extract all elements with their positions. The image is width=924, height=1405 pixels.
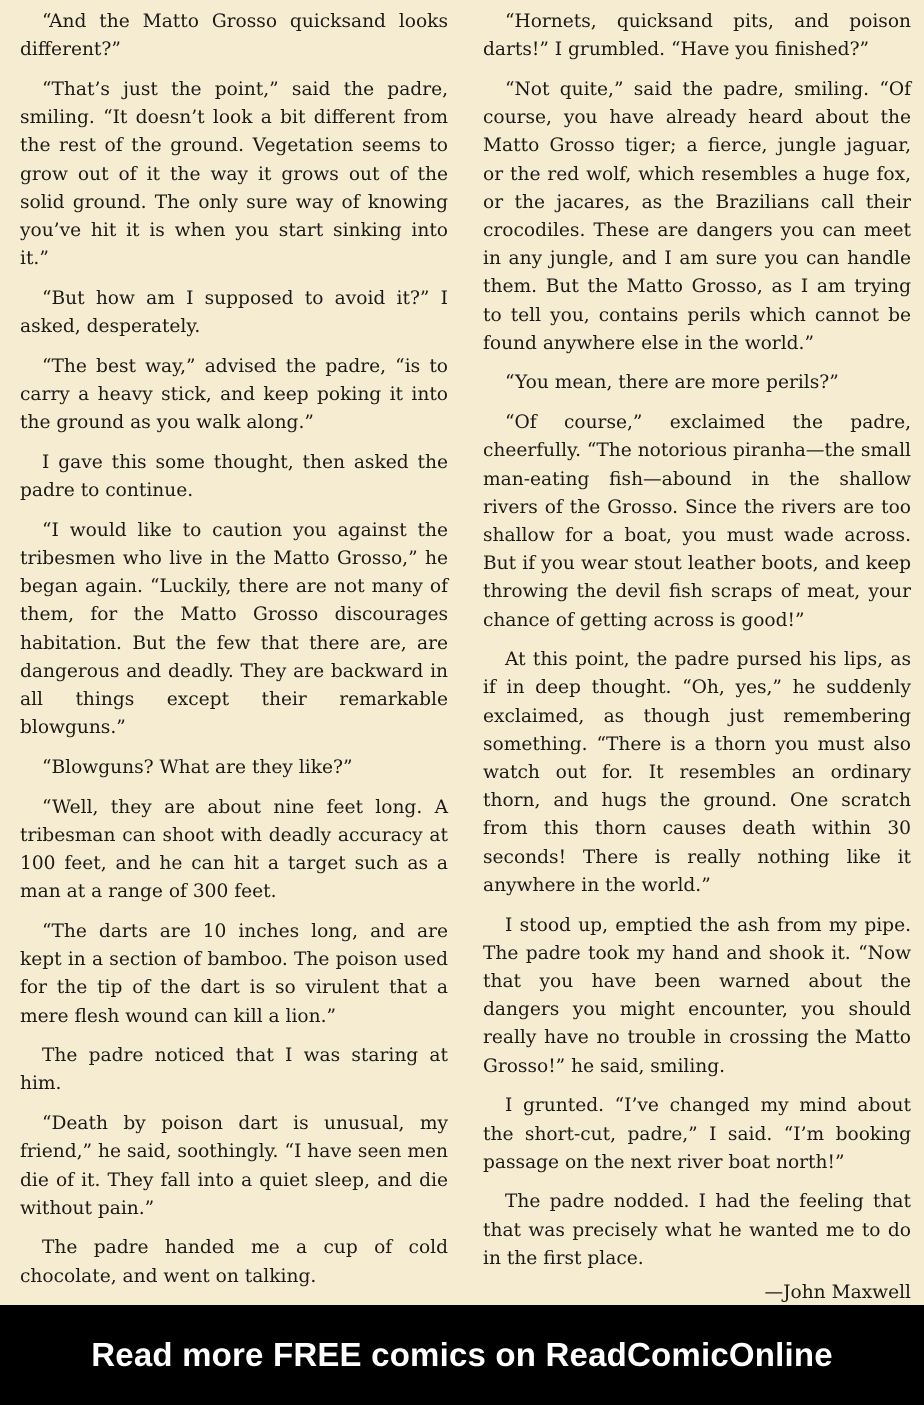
promo-banner[interactable]	[0, 1305, 924, 1405]
paragraph: The padre noticed that I was staring at him.	[20, 1045, 448, 1095]
paragraph: “Well, they are about nine feet long. A tribesman can shoot with deadly accuracy at 100 feet, and he can hit a target such as a man at a range of 300 feet.	[20, 796, 448, 903]
paragraph: “Death by poison dart is unusual, my friend,” he said, soothingly. “I have seen men die of it. They fall into a quiet sleep, and die without pain.”	[20, 1113, 448, 1219]
right-text-column	[483, 8, 911, 1305]
paragraph: “Blowguns? What are they like?”	[42, 756, 353, 778]
paragraph: The padre handed me a cup of cold chocolate, and went on talking.	[20, 1237, 448, 1287]
paragraph: The padre nodded. I had the feeling that that was precisely what he wanted me to do in the first place.	[483, 1191, 911, 1269]
paragraph: I gave this some thought, then asked the padre to continue.	[20, 451, 448, 502]
author-signature: —John Maxwell	[764, 1281, 911, 1303]
paragraph: “And the Matto Grosso quicksand looks different?”	[20, 11, 448, 61]
paragraph: “I would like to caution you against the tribesmen who live in the Matto Grosso,” he began again. “Luckily, there are not many of them, for the Matto Grosso discourages habitation. But the few that there are, are dangerous and deadly. They are backward in all things except their remarkable blowguns.”	[20, 519, 448, 739]
paragraph: “You mean, there are more perils?”	[505, 372, 839, 394]
promo-banner-text[interactable]: Read more FREE comics on ReadComicOnline	[91, 1336, 833, 1373]
paragraph: “Of course,” exclaimed the padre, cheerfully. “The notorious piranha—the small man-eating fish—abound in the shallow rivers of the Grosso. Since the rivers are too shallow for a boat, you must wade across. But if you wear stout leather boots, and keep throwing the devil fish scraps of meat, your chance of getting across is good!”	[483, 412, 911, 631]
paragraph: “Hornets, quicksand pits, and poison darts!” I grumbled. “Have you finished?”	[483, 11, 911, 61]
paragraph: “Not quite,” said the padre, smiling. “Of course, you have already heard about the Matto Grosso tiger; a fierce, jungle jaguar, or the red wolf, which resembles a huge fox, or the jacares, as the Brazilians call their crocodiles. These are dangers you can meet in any jungle, and I am sure you can handle them. But the Matto Grosso, as I am trying to tell you, contains perils which cannot be found anywhere else in the world.”	[483, 78, 911, 354]
paragraph: “But how am I supposed to avoid it?” I asked, desperately.	[20, 287, 448, 338]
paragraph: “The best way,” advised the padre, “is to carry a heavy stick, and keep poking it into the ground as you walk along.”	[20, 355, 448, 434]
paragraph: At this point, the padre pursed his lips, as if in deep thought. “Oh, yes,” he suddenly exclaimed, as though just remembering something. “There is a thorn you must also watch out for. It resembles an ordinary thorn, and hugs the ground. One scratch from this thorn causes death within 30 seconds! There is really nothing like it anywhere in the world.”	[483, 649, 911, 896]
paragraph: “The darts are 10 inches long, and are kept in a section of bamboo. The poison used for the tip of the dart is so virulent that a mere flesh wound can kill a lion.”	[20, 920, 448, 1027]
paragraph: I stood up, emptied the ash from my pipe. The padre took my hand and shook it. “Now that you have been warned about the dangers you might encounter, you should really have no trouble in crossing the Matto Grosso!” he said, smiling.	[483, 914, 911, 1077]
paragraph: I grunted. “I’ve changed my mind about the short-cut, padre,” I said. “I’m booking passage on the next river boat north!”	[483, 1095, 911, 1173]
left-text-column	[20, 8, 448, 1305]
paragraph: “That’s just the point,” said the padre, smiling. “It doesn’t look a bit different from the rest of the ground. Vegetation seems to grow out of it the way it grows out of the solid ground. The only sure way of knowing you’ve hit it is when you start sinking into it.”	[20, 78, 448, 270]
